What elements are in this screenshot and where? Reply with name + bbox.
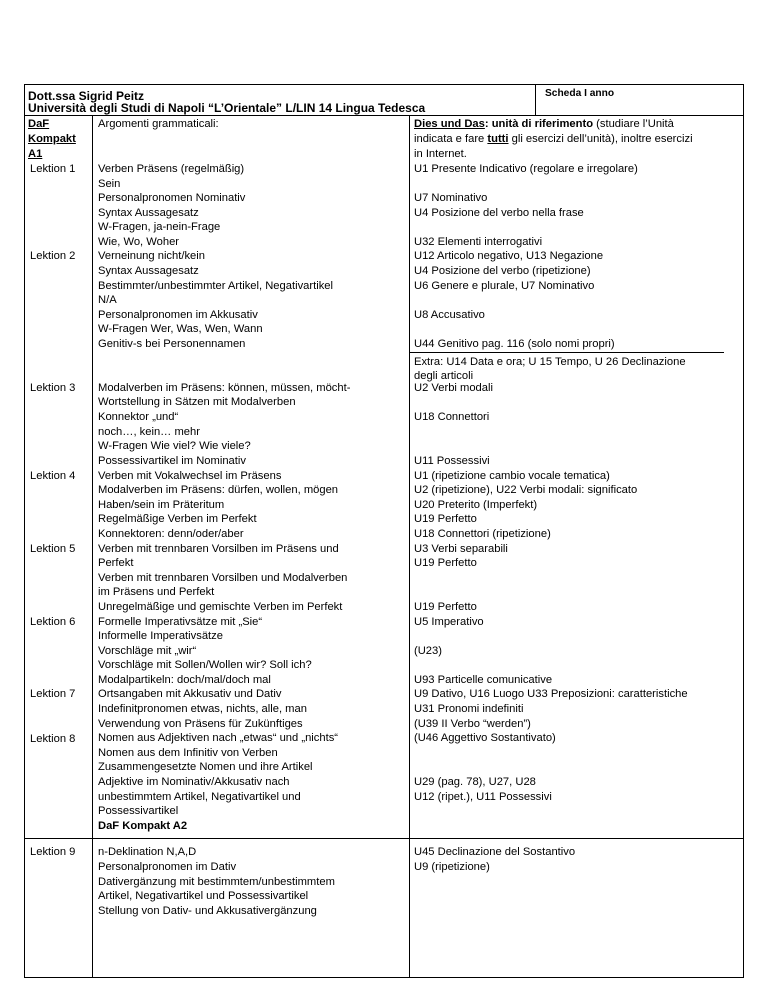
- grammar-item: Vorschläge mit „wir“: [98, 645, 197, 657]
- grammar-item: Modalpartikeln: doch/mal/doch mal: [98, 674, 271, 686]
- grammar-item: Informelle Imperativsätze: [98, 630, 223, 642]
- reference-item: U45 Declinazione del Sostantivo: [414, 846, 576, 858]
- grammar-item: Unregelmäßige und gemischte Verben im Perfekt: [98, 601, 343, 613]
- grammar-item: Formelle Imperativsätze mit „Sie“: [98, 616, 263, 628]
- reference-item: U1 Presente Indicativo (regolare e irregolare): [414, 163, 638, 175]
- table-right-border: [743, 84, 744, 977]
- sheet-label: Scheda I anno: [545, 88, 615, 99]
- reference-header-bold: : unità di riferimento: [484, 118, 594, 130]
- reference-item: U9 (ripetizione): [414, 861, 490, 873]
- sheet-box-left-border: [535, 84, 536, 115]
- lesson-2-label: Lektion 2: [30, 250, 76, 262]
- grammar-item: Verben mit trennbaren Vorsilben und Modalverben: [98, 572, 348, 584]
- reference-item: U9 Dativo, U16 Luogo U33 Preposizioni: caratteristiche: [414, 688, 688, 700]
- reference-item: U1 (ripetizione cambio vocale tematica): [414, 470, 610, 482]
- reference-header-line3: in Internet.: [414, 148, 467, 160]
- reference-header-tutti: tutti: [487, 133, 509, 145]
- grammar-item: Indefinitpronomen etwas, nichts, alle, man: [98, 703, 307, 715]
- reference-item: U3 Verbi separabili: [414, 543, 508, 555]
- grammar-item: Konnektoren: denn/oder/aber: [98, 528, 244, 540]
- lesson-8-label: Lektion 8: [30, 733, 76, 745]
- grammar-item: Verneinung nicht/kein: [98, 250, 205, 262]
- lesson-4-label: Lektion 4: [30, 470, 76, 482]
- grammar-item: Nomen aus dem Infinitiv von Verben: [98, 747, 278, 759]
- grammar-item: Bestimmter/unbestimmter Artikel, Negativartikel: [98, 280, 334, 292]
- grammar-item: Adjektive im Nominativ/Akkusativ nach: [98, 776, 290, 788]
- grammar-item: Modalverben im Präsens: können, müssen, möcht-: [98, 382, 351, 394]
- grammar-item: Konnektor „und“: [98, 411, 179, 423]
- reference-item: U18 Connettori: [414, 411, 490, 423]
- grammar-item: N/A: [98, 294, 117, 306]
- grammar-item: Syntax Aussagesatz: [98, 207, 199, 219]
- grammar-item: Perfekt: [98, 557, 134, 569]
- grammar-item: Wie, Wo, Woher: [98, 236, 180, 248]
- lesson-3-label: Lektion 3: [30, 382, 76, 394]
- grammar-item: Modalverben im Präsens: dürfen, wollen, mögen: [98, 484, 339, 496]
- table-bottom-border: [24, 977, 744, 978]
- reference-item: U12 Articolo negativo, U13 Negazione: [414, 250, 604, 262]
- reference-item: U11 Possessivi: [414, 455, 490, 467]
- grammar-item: Haben/sein im Präteritum: [98, 499, 225, 511]
- reference-item: U8 Accusativo: [414, 309, 485, 321]
- course-header-kompakt: Kompakt: [28, 133, 76, 145]
- grammar-item: Possessivartikel: [98, 805, 179, 817]
- grammar-item: Personalpronomen im Dativ: [98, 861, 237, 873]
- lesson-6-label: Lektion 6: [30, 616, 76, 628]
- course-header-a1: A1: [28, 148, 43, 160]
- grammar-item: Vorschläge mit Sollen/Wollen wir? Soll ich?: [98, 659, 312, 671]
- row-divider-a2: [24, 838, 744, 839]
- grammar-item: Artikel, Negativartikel und Possessivartikel: [98, 890, 309, 902]
- reference-header-line2: indicata e fare tutti gli esercizi dell’unità), inoltre esercizi: [414, 133, 693, 145]
- reference-item: Extra: U14 Data e ora; U 15 Tempo, U 26 Declinazione: [414, 356, 686, 368]
- reference-item: U31 Pronomi indefiniti: [414, 703, 524, 715]
- grammar-item: Syntax Aussagesatz: [98, 265, 199, 277]
- grammar-column-border: [409, 115, 410, 977]
- university-name: Università degli Studi di Napoli “L’Orientale” L/LIN 14 Lingua Tedesca: [28, 101, 426, 115]
- lesson-7-label: Lektion 7: [30, 688, 76, 700]
- table-top-border: [24, 84, 744, 85]
- lesson-9-label: Lektion 9: [30, 846, 76, 858]
- reference-item: U93 Particelle comunicative: [414, 674, 553, 686]
- reference-item: (U46 Aggettivo Sostantivato): [414, 732, 556, 744]
- reference-item: U29 (pag. 78), U27, U28: [414, 776, 536, 788]
- grammar-item: Dativergänzung mit bestimmtem/unbestimmtem: [98, 876, 335, 888]
- reference-item: U5 Imperativo: [414, 616, 484, 628]
- grammar-item: Personalpronomen im Akkusativ: [98, 309, 258, 321]
- grammar-item: Nomen aus Adjektiven nach „etwas“ und „nichts“: [98, 732, 339, 744]
- reference-item: U19 Perfetto: [414, 557, 477, 569]
- course-header-daf: DaF: [28, 118, 50, 130]
- grammar-item: Verwendung von Präsens für Zukünftiges: [98, 718, 303, 730]
- grammar-item: n-Deklination N,A,D: [98, 846, 197, 858]
- grammar-item: W-Fragen Wie viel? Wie viele?: [98, 440, 251, 452]
- grammar-item: Zusammengesetzte Nomen und ihre Artikel: [98, 761, 313, 773]
- reference-item: U4 Posizione del verbo nella frase: [414, 207, 584, 219]
- grammar-item: Verben mit Vokalwechsel im Präsens: [98, 470, 282, 482]
- reference-item: U20 Preterito (Imperfekt): [414, 499, 538, 511]
- reference-header: [414, 117, 674, 132]
- reference-item: degli articoli: [414, 370, 474, 382]
- lesson-1-label: Lektion 1: [30, 163, 76, 175]
- grammar-item: im Präsens und Perfekt: [98, 586, 215, 598]
- grammar-item: Verben mit trennbaren Vorsilben im Präsens und: [98, 543, 339, 555]
- reference-item: U32 Elementi interrogativi: [414, 236, 543, 248]
- grammar-item: Verben Präsens (regelmäßig): [98, 163, 245, 175]
- section-heading-a2: DaF Kompakt A2: [98, 820, 188, 832]
- grammar-item: W-Fragen, ja-nein-Frage: [98, 221, 221, 233]
- reference-header-rest: (studiare l’Unità: [593, 118, 674, 130]
- grammar-item: noch…, kein… mehr: [98, 426, 200, 438]
- grammar-item: Wortstellung in Sätzen mit Modalverben: [98, 396, 296, 408]
- grammar-item: W-Fragen Wer, Was, Wen, Wann: [98, 323, 263, 335]
- reference-item: U12 (ripet.), U11 Possessivi: [414, 791, 552, 803]
- reference-item: U18 Connettori (ripetizione): [414, 528, 551, 540]
- grammar-header: Argomenti grammaticali:: [98, 118, 219, 130]
- lesson-5-label: Lektion 5: [30, 543, 76, 555]
- grammar-item: Personalpronomen Nominativ: [98, 192, 246, 204]
- reference-item: U7 Nominativo: [414, 192, 488, 204]
- grammar-item: Genitiv-s bei Personennamen: [98, 338, 246, 350]
- reference-item: (U39 II Verbo “werden”): [414, 718, 531, 730]
- reference-book-title: Dies und Das: [414, 118, 485, 130]
- reference-item: U19 Perfetto: [414, 513, 477, 525]
- reference-item: U19 Perfetto: [414, 601, 477, 613]
- reference-item: U6 Genere e plurale, U7 Nominativo: [414, 280, 595, 292]
- table-left-border: [24, 84, 25, 977]
- grammar-item: Possessivartikel im Nominativ: [98, 455, 246, 467]
- reference-item: U2 (ripetizione), U22 Verbi modali: significato: [414, 484, 638, 496]
- reference-item: U44 Genitivo pag. 116 (solo nomi propri): [414, 338, 615, 350]
- reference-item: U4 Posizione del verbo (ripetizione): [414, 265, 591, 277]
- teacher-name: Dott.ssa Sigrid Peitz: [28, 89, 145, 103]
- grammar-item: Stellung von Dativ- und Akkusativergänzung: [98, 905, 317, 917]
- grammar-item: Sein: [98, 178, 121, 190]
- course-column-border: [92, 115, 93, 977]
- grammar-item: Regelmäßige Verben im Perfekt: [98, 513, 257, 525]
- grammar-item: unbestimmtem Artikel, Negativartikel und: [98, 791, 301, 803]
- reference-item: (U23): [414, 645, 442, 657]
- reference-item: U2 Verbi modali: [414, 382, 493, 394]
- grammar-item: Ortsangaben mit Akkusativ und Dativ: [98, 688, 282, 700]
